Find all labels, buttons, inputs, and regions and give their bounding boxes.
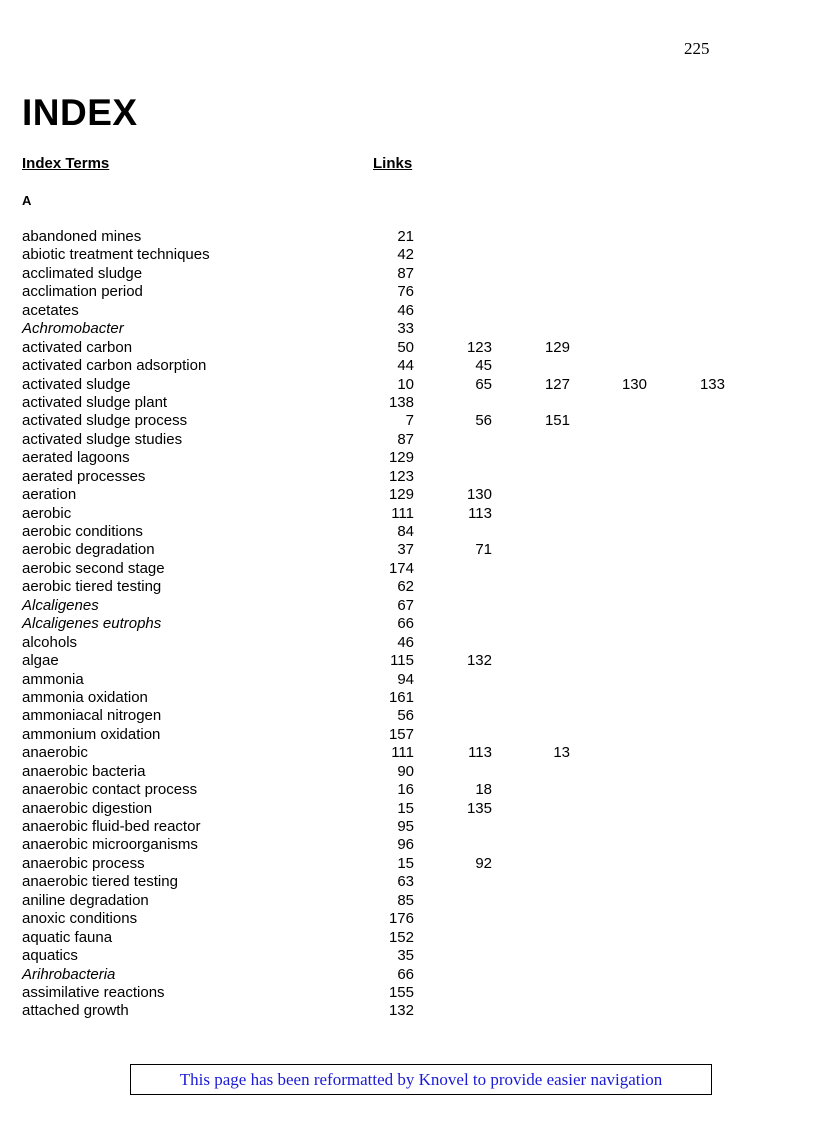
index-entry: [0, 818, 816, 836]
index-entry: [0, 763, 816, 781]
index-entry: [0, 394, 816, 412]
index-term: anaerobic digestion: [22, 799, 153, 817]
index-term: abiotic treatment techniques: [22, 246, 210, 264]
index-term: Achromobacter: [22, 320, 124, 338]
index-entry: [0, 320, 816, 338]
page-link[interactable]: 115: [390, 652, 414, 670]
page-link[interactable]: 33: [397, 320, 414, 338]
index-term: activated carbon: [22, 338, 133, 356]
page-link[interactable]: 96: [397, 836, 414, 854]
page-link[interactable]: 46: [397, 301, 414, 319]
index-term: alcohols: [22, 633, 78, 651]
page-link[interactable]: 84: [397, 523, 414, 540]
index-term: anaerobic process: [22, 854, 145, 872]
page-link[interactable]: 113: [468, 744, 492, 762]
page-link[interactable]: 50: [397, 338, 414, 356]
index-entry: [0, 984, 816, 1002]
page-link[interactable]: 10: [397, 375, 414, 393]
page-link[interactable]: 13: [553, 744, 570, 762]
page-link[interactable]: 76: [397, 283, 414, 301]
index-entry: [0, 228, 816, 246]
index-entry: [0, 615, 816, 633]
index-term: acetates: [22, 301, 79, 319]
index-term: aerobic conditions: [22, 523, 143, 540]
index-entry: [0, 597, 816, 615]
index-term: activated sludge: [22, 375, 131, 393]
index-term: Alcaligenes eutrophs: [22, 615, 162, 633]
page-link[interactable]: 35: [397, 947, 414, 965]
index-term: anoxic conditions: [22, 910, 138, 928]
page-link[interactable]: 62: [397, 578, 414, 596]
index-term: ammonia: [22, 670, 84, 688]
index-term: abandoned mines: [22, 228, 142, 245]
page-link[interactable]: 129: [388, 486, 414, 504]
index-entry: [0, 836, 816, 854]
index-entry: [0, 634, 816, 652]
index-terms-header: Index Terms: [22, 155, 110, 172]
links-header: Links: [373, 155, 413, 172]
index-entry: [0, 578, 816, 596]
page-link[interactable]: 132: [388, 1002, 414, 1020]
page-link[interactable]: 66: [397, 965, 414, 983]
index-entry: [0, 929, 816, 947]
index-term: activated sludge studies: [22, 430, 183, 448]
index-term: acclimation period: [22, 283, 143, 301]
index-entry: [0, 283, 816, 301]
page-link[interactable]: 65: [475, 375, 492, 393]
index-entries: [0, 228, 816, 1021]
index-term: algae: [22, 652, 59, 670]
page-link[interactable]: 56: [397, 707, 414, 725]
page-link[interactable]: 56: [475, 412, 492, 430]
page-link[interactable]: 92: [475, 854, 492, 872]
index-term: anaerobic contact process: [22, 781, 198, 799]
page-link[interactable]: 46: [397, 633, 414, 651]
page-link[interactable]: 132: [466, 652, 492, 670]
page-link[interactable]: 95: [397, 818, 414, 835]
page-link[interactable]: 45: [475, 357, 492, 375]
page-link[interactable]: 71: [475, 541, 492, 559]
index-term: aeration: [22, 486, 77, 504]
index-term: aerobic second stage: [22, 559, 165, 577]
page-link[interactable]: 176: [388, 910, 414, 928]
index-entry: [0, 468, 816, 486]
index-entry: [0, 376, 816, 394]
index-term: assimilative reactions: [22, 983, 165, 1001]
page-link[interactable]: 37: [397, 541, 414, 559]
page-link[interactable]: 130: [621, 375, 647, 393]
page-title: INDEX: [22, 92, 138, 133]
index-term: activated sludge process: [22, 412, 188, 430]
footer-notice[interactable]: [130, 1064, 712, 1095]
index-entry: [0, 781, 816, 799]
page-link[interactable]: 90: [397, 762, 414, 780]
index-entry: [0, 726, 816, 744]
page-link[interactable]: 152: [388, 928, 414, 946]
page-link[interactable]: 127: [544, 375, 570, 393]
index-entry: [0, 910, 816, 928]
index-term: activated sludge plant: [22, 393, 168, 411]
page-link[interactable]: 113: [468, 504, 492, 522]
index-term: aquatic fauna: [22, 928, 113, 946]
page-link[interactable]: 135: [466, 799, 492, 817]
index-entry: [0, 800, 816, 818]
index-term: anaerobic tiered testing: [22, 873, 178, 891]
page-link[interactable]: 157: [388, 725, 414, 743]
index-term: ammonium oxidation: [22, 725, 161, 743]
index-entry: [0, 486, 816, 504]
page-link[interactable]: 15: [397, 799, 414, 817]
index-entry: [0, 671, 816, 689]
page-link[interactable]: 7: [405, 412, 414, 430]
page-link[interactable]: 155: [388, 983, 414, 1001]
index-term: ammoniacal nitrogen: [22, 707, 162, 725]
index-term: anaerobic fluid-bed reactor: [22, 818, 201, 835]
page-link[interactable]: 129: [388, 449, 414, 467]
page-link[interactable]: 16: [397, 781, 414, 799]
page-link[interactable]: 44: [397, 357, 414, 375]
page-link[interactable]: 111: [391, 504, 414, 522]
index-entry: [0, 707, 816, 725]
index-entry: [0, 541, 816, 559]
page-link[interactable]: 129: [544, 338, 570, 356]
index-term: anaerobic bacteria: [22, 762, 146, 780]
index-entry: [0, 560, 816, 578]
index-entry: [0, 689, 816, 707]
page-link[interactable]: 130: [466, 486, 492, 504]
index-entry: [0, 652, 816, 670]
index-term: attached growth: [22, 1002, 129, 1020]
page-link[interactable]: 42: [397, 246, 414, 264]
page-link[interactable]: 133: [699, 375, 725, 393]
page-link[interactable]: 15: [397, 854, 414, 872]
index-term: aniline degradation: [22, 891, 149, 909]
index-term: aerobic: [22, 504, 72, 522]
page-link[interactable]: 87: [397, 430, 414, 448]
page-link[interactable]: 67: [397, 596, 414, 614]
section-letter: A: [22, 193, 32, 208]
index-entry: [0, 339, 816, 357]
index-term: Arihrobacteria: [22, 965, 116, 983]
page-link[interactable]: 174: [388, 559, 414, 577]
index-entry: [0, 431, 816, 449]
index-entry: [0, 449, 816, 467]
index-term: ammonia oxidation: [22, 688, 148, 706]
index-entry: [0, 412, 816, 430]
page-link[interactable]: 111: [391, 744, 414, 762]
index-entry: [0, 523, 816, 541]
index-term: anaerobic microorganisms: [22, 836, 198, 854]
index-term: aerobic tiered testing: [22, 578, 162, 596]
index-term: acclimated sludge: [22, 264, 143, 282]
index-term: aerated processes: [22, 467, 146, 485]
page-link[interactable]: 66: [397, 615, 414, 633]
page-link[interactable]: 21: [397, 228, 414, 245]
page-link[interactable]: 138: [388, 393, 414, 411]
index-entry: [0, 1002, 816, 1020]
index-entry: [0, 505, 816, 523]
page-link[interactable]: 94: [397, 670, 414, 688]
index-entry: [0, 855, 816, 873]
index-term: activated carbon adsorption: [22, 357, 207, 375]
page-link[interactable]: 87: [397, 264, 414, 282]
index-entry: [0, 265, 816, 283]
index-entry: [0, 357, 816, 375]
page-link[interactable]: 123: [388, 467, 414, 485]
index-entry: [0, 246, 816, 264]
page-link[interactable]: 18: [475, 781, 492, 799]
index-term: anaerobic: [22, 744, 88, 762]
index-term: Alcaligenes: [22, 596, 99, 614]
index-entry: [0, 947, 816, 965]
page-link[interactable]: 123: [466, 338, 492, 356]
page-number: 225: [684, 39, 710, 58]
index-entry: [0, 892, 816, 910]
index-entry: [0, 873, 816, 891]
footer-notice-text: This page has been reformatted by Knovel to provide easier navigation: [179, 1070, 663, 1089]
page-link[interactable]: 151: [544, 412, 570, 430]
page-link[interactable]: 63: [397, 873, 414, 891]
page-link[interactable]: 85: [397, 891, 414, 909]
index-entry: [0, 744, 816, 762]
index-term: aquatics: [22, 947, 78, 965]
index-term: aerated lagoons: [22, 449, 130, 467]
index-entry: [0, 966, 816, 984]
page-link[interactable]: 161: [388, 688, 414, 706]
index-term: aerobic degradation: [22, 541, 155, 559]
index-entry: [0, 302, 816, 320]
